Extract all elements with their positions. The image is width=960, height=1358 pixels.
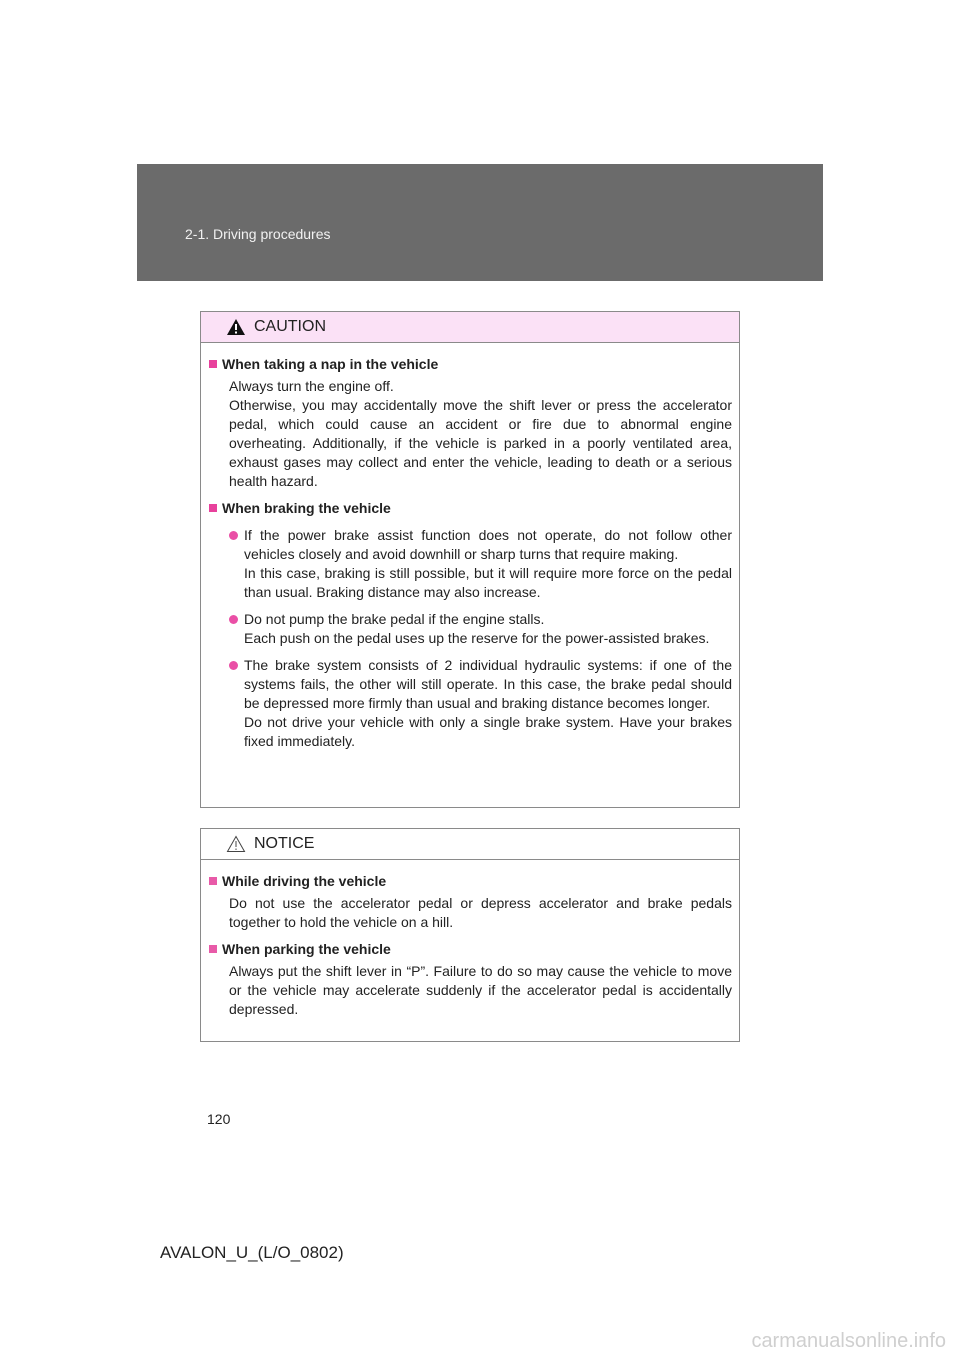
- notice-body: [201, 860, 739, 1033]
- caution-title: CAUTION: [254, 318, 326, 335]
- square-bullet-icon: [209, 877, 217, 885]
- list-item: [229, 656, 732, 751]
- list-item: [229, 610, 732, 648]
- square-bullet-icon: [209, 360, 217, 368]
- round-bullet-icon: [229, 531, 238, 540]
- bullet-line: Do not drive your vehicle with only a single brake system. Have your brakes fixed immediately.: [244, 714, 732, 749]
- caution-section-heading: [209, 499, 732, 518]
- warning-triangle-outline-icon: [226, 835, 246, 853]
- notice-section-heading: [209, 872, 732, 891]
- heading-text: When braking the vehicle: [222, 500, 391, 516]
- paragraph: Always put the shift lever in “P”. Failure to do so may cause the vehicle to move or the vehicle may accelerate suddenly if the accelerator pedal is accidentally depressed.: [229, 963, 732, 1017]
- round-bullet-icon: [229, 661, 238, 670]
- watermark: carmanualsonline.info: [751, 1330, 946, 1352]
- page-number: 120: [207, 1111, 231, 1127]
- heading-text: When taking a nap in the vehicle: [222, 356, 439, 372]
- caution-header: [201, 312, 739, 343]
- heading-text: When parking the vehicle: [222, 941, 391, 957]
- section-title: 2-1. Driving procedures: [185, 226, 331, 242]
- notice-section-heading: [209, 940, 732, 959]
- paragraph: Do not use the accelerator pedal or depress accelerator and brake pedals together to hold the vehicle on a hill.: [229, 895, 732, 930]
- paragraph: Otherwise, you may accidentally move the shift lever or press the accelerator pedal, which could cause an accident or fire due to abnormal engine overheating. Additionally, if the vehicle is parked in a poorly ventilated area, exhaust gases may collect and enter the vehicle, leading to death or a serious health hazard.: [229, 397, 732, 489]
- notice-header: [201, 829, 739, 860]
- bullet-line: The brake system consists of 2 individual hydraulic systems: if one of the systems fails, the other will still operate. In this case, the brake pedal should be depressed more firmly than usual and braking distance becomes longer.: [244, 657, 732, 711]
- paragraph: Always turn the engine off.: [229, 378, 394, 394]
- caution-box: [200, 311, 740, 808]
- bullet-line: If the power brake assist function does not operate, do not follow other vehicles closely and avoid downhill or sharp turns that require making.: [244, 527, 732, 562]
- square-bullet-icon: [209, 504, 217, 512]
- bullet-line: In this case, braking is still possible, but it will require more force on the pedal than usual. Braking distance may also increase.: [244, 565, 732, 600]
- notice-box: [200, 828, 740, 1042]
- round-bullet-icon: [229, 615, 238, 624]
- heading-text: While driving the vehicle: [222, 873, 387, 889]
- bullet-line: Do not pump the brake pedal if the engine stalls.: [244, 611, 545, 627]
- caution-body: [201, 343, 739, 765]
- bullet-line: Each push on the pedal uses up the reserve for the power-assisted brakes.: [244, 630, 710, 646]
- square-bullet-icon: [209, 945, 217, 953]
- notice-title: NOTICE: [254, 835, 315, 852]
- warning-triangle-filled-icon: [226, 318, 246, 336]
- page-header: [137, 164, 823, 281]
- document-code: AVALON_U_(L/O_0802): [160, 1243, 344, 1262]
- list-item: [229, 526, 732, 602]
- caution-section-heading: [209, 355, 732, 374]
